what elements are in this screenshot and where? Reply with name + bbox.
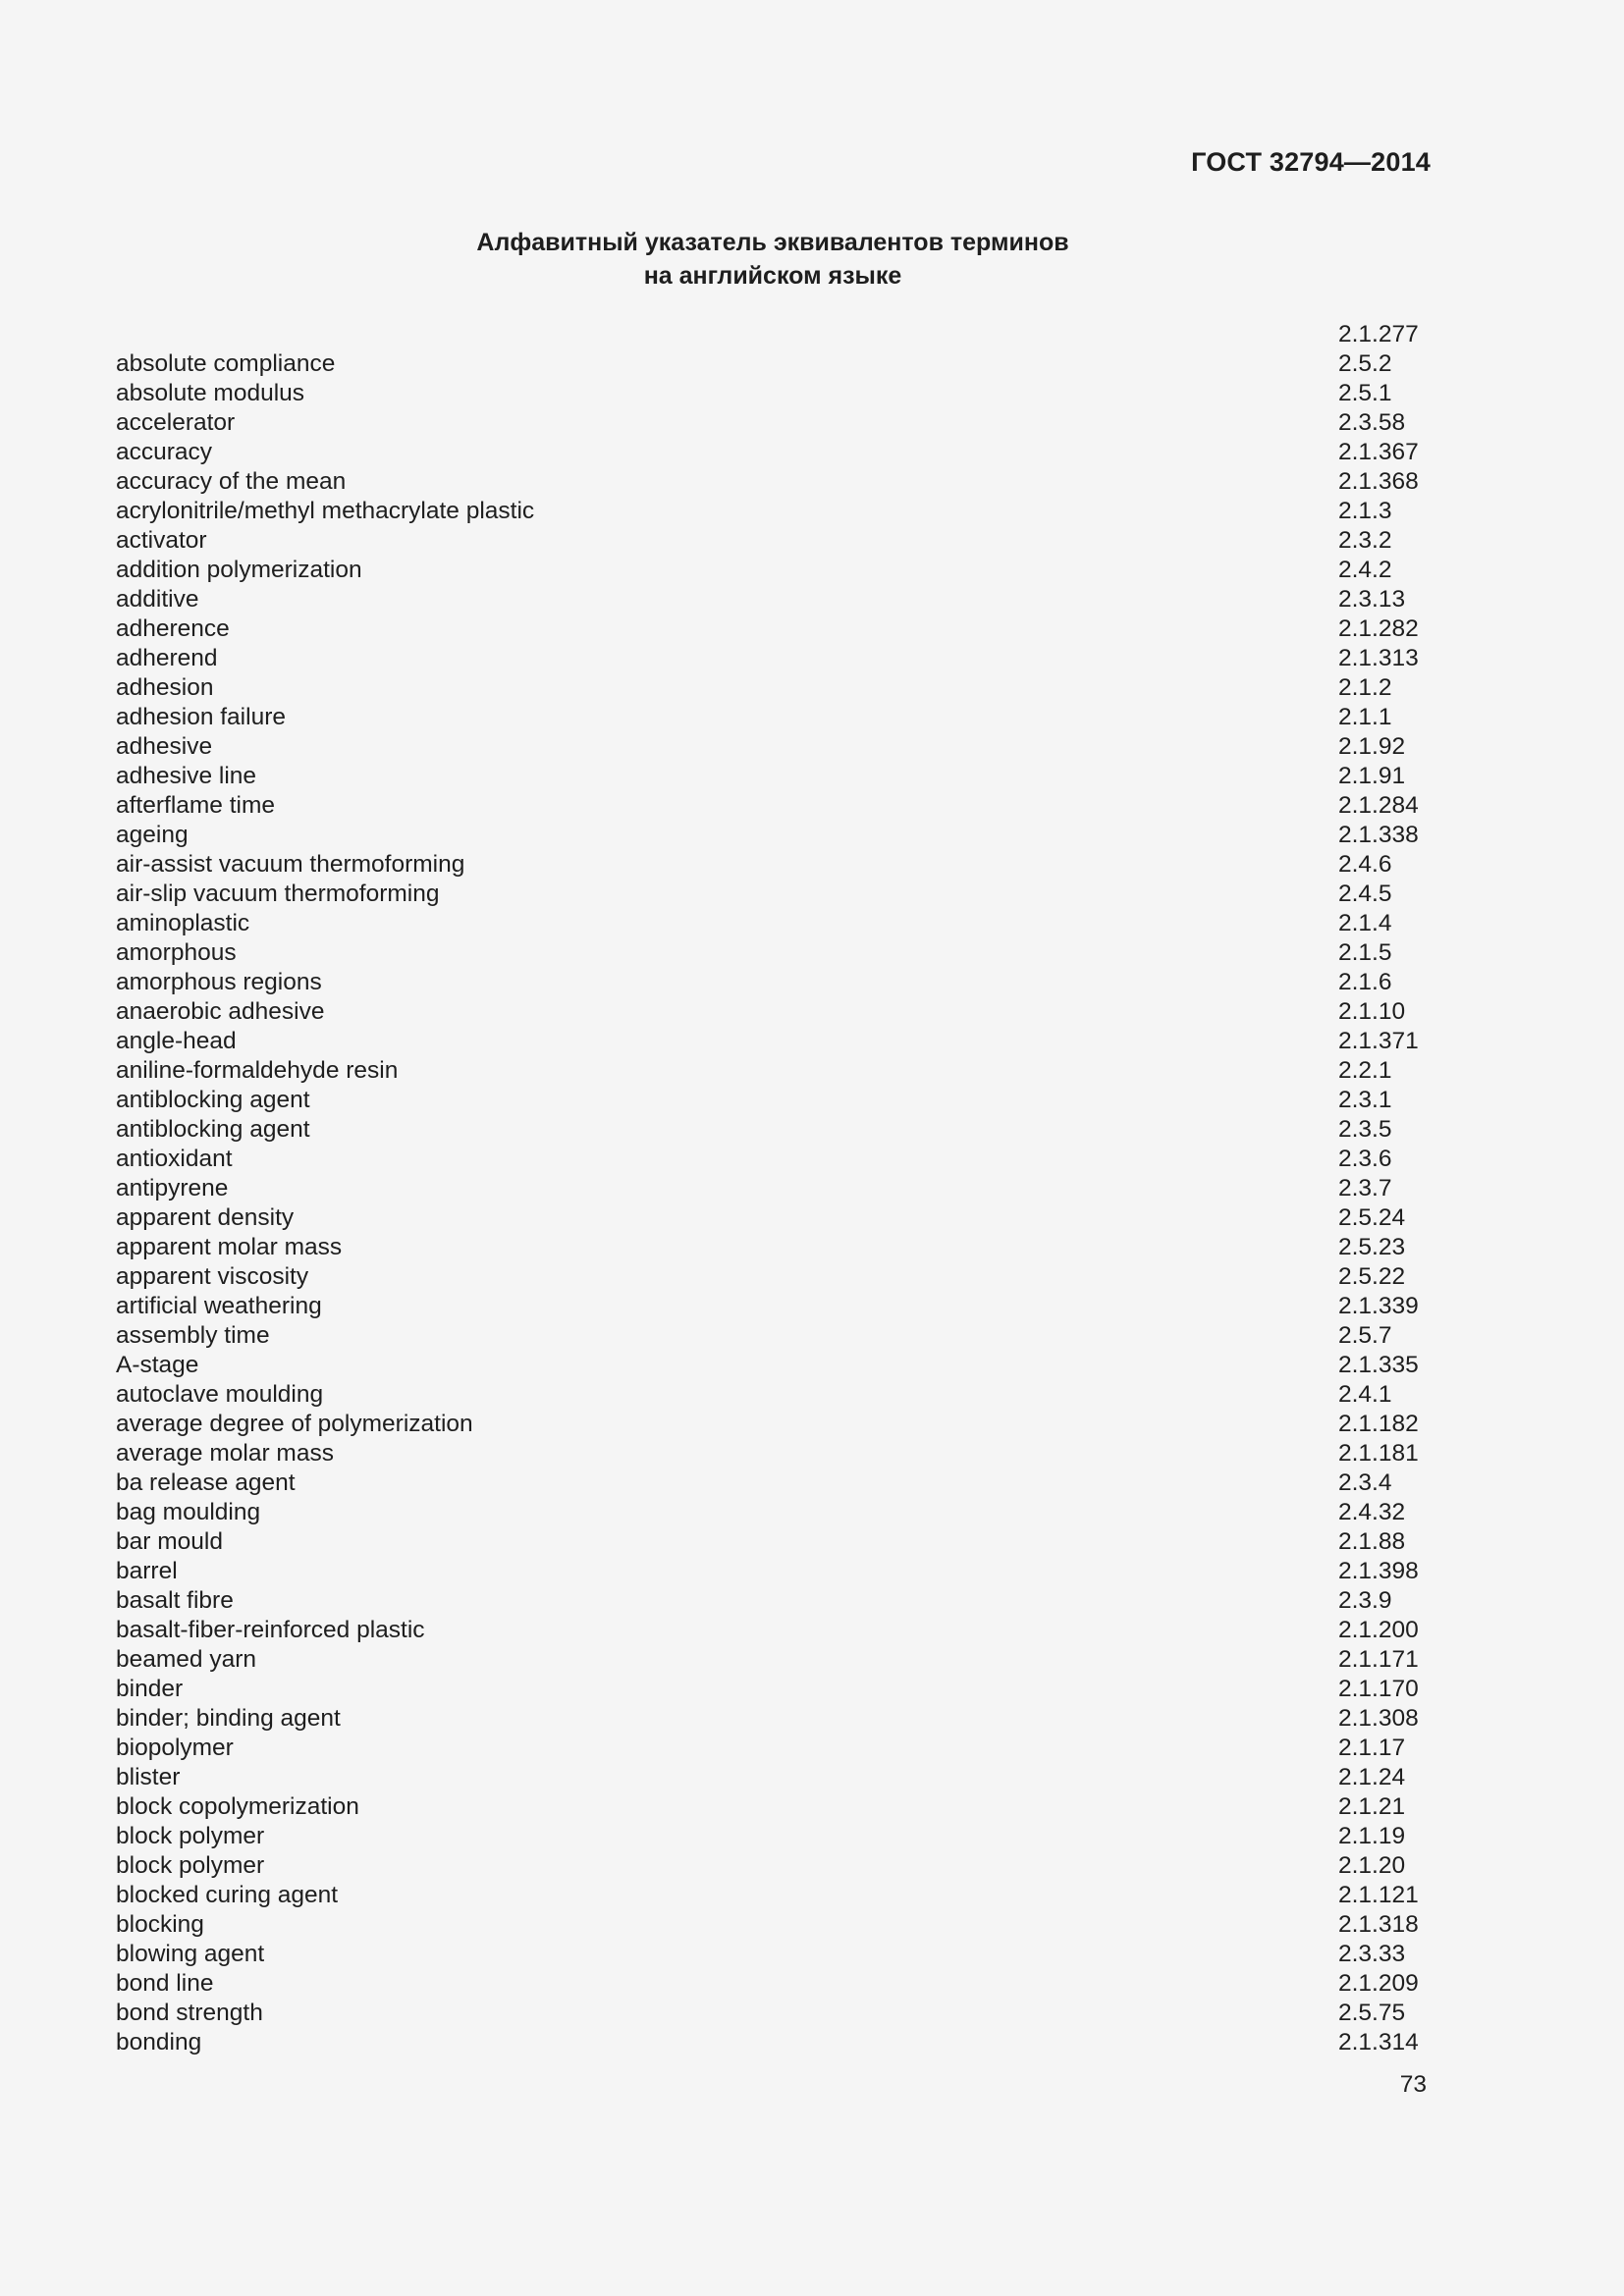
index-term: accuracy (116, 439, 213, 465)
index-reference: 2.1.2 (1338, 674, 1392, 701)
index-reference: 2.3.6 (1338, 1146, 1392, 1172)
index-reference: 2.1.282 (1338, 615, 1419, 642)
index-reference: 2.3.5 (1338, 1116, 1392, 1143)
index-term: basalt-fiber-reinforced plastic (116, 1617, 425, 1643)
list-item (116, 673, 1432, 703)
list-item (116, 1940, 1432, 1969)
list-item (116, 349, 1432, 379)
list-item (116, 1881, 1432, 1910)
index-term: apparent molar mass (116, 1234, 343, 1260)
index-title-line-2: на английском языке (643, 262, 902, 290)
index-term: blocked curing agent (116, 1882, 339, 1908)
index-reference: 2.1.308 (1338, 1705, 1419, 1732)
list-item (116, 497, 1432, 526)
list-item (116, 585, 1432, 614)
index-term: binder; binding agent (116, 1705, 341, 1732)
index-term: adhesion (116, 674, 214, 701)
index-reference: 2.1.88 (1338, 1528, 1406, 1555)
index-term: aminoplastic (116, 910, 250, 936)
index-term: adherend (116, 645, 218, 671)
index-reference: 2.2.1 (1338, 1057, 1392, 1084)
term-index-list (116, 320, 1432, 2057)
index-term: bonding (116, 2029, 202, 2056)
index-term: ageing (116, 822, 189, 848)
list-item (116, 1056, 1432, 1086)
list-item (116, 556, 1432, 585)
index-term: block polymer (116, 1823, 265, 1849)
index-term: A-stage (116, 1352, 199, 1378)
index-reference: 2.1.170 (1338, 1676, 1419, 1702)
index-term: addition polymerization (116, 557, 362, 583)
list-item (116, 821, 1432, 850)
index-reference: 2.1.277 (1338, 321, 1419, 347)
list-item (116, 1174, 1432, 1203)
list-item (116, 880, 1432, 909)
list-item (116, 791, 1432, 821)
list-item (116, 644, 1432, 673)
index-term: binder (116, 1676, 184, 1702)
index-reference: 2.3.1 (1338, 1087, 1392, 1113)
index-term: bond line (116, 1970, 214, 1997)
list-item (116, 1292, 1432, 1321)
index-term: barrel (116, 1558, 178, 1584)
index-term: absolute compliance (116, 350, 336, 377)
index-term: adherence (116, 615, 230, 642)
index-reference: 2.1.6 (1338, 969, 1392, 995)
document-code: ГОСТ 32794—2014 (1191, 147, 1431, 177)
index-term: air-slip vacuum thermoforming (116, 881, 440, 907)
index-reference: 2.1.182 (1338, 1411, 1419, 1437)
index-term: absolute modulus (116, 380, 305, 406)
list-item (116, 1557, 1432, 1586)
list-item (116, 1910, 1432, 1940)
index-reference: 2.3.33 (1338, 1941, 1406, 1967)
index-reference: 2.1.338 (1338, 822, 1419, 848)
index-term: acrylonitrile/methyl methacrylate plastic (116, 498, 535, 524)
index-reference: 2.4.1 (1338, 1381, 1392, 1408)
list-item (116, 909, 1432, 938)
list-item (116, 1086, 1432, 1115)
index-term: afterflame time (116, 792, 276, 819)
list-item (116, 968, 1432, 997)
list-item (116, 1027, 1432, 1056)
index-reference: 2.1.398 (1338, 1558, 1419, 1584)
index-term: beamed yarn (116, 1646, 257, 1673)
index-reference: 2.1.24 (1338, 1764, 1406, 1790)
index-term: bag moulding (116, 1499, 261, 1525)
list-item (116, 1792, 1432, 1822)
index-reference: 2.1.121 (1338, 1882, 1419, 1908)
list-item (116, 1704, 1432, 1734)
index-term: blister (116, 1764, 181, 1790)
list-item (116, 614, 1432, 644)
index-term: bond strength (116, 2000, 263, 2026)
index-reference: 2.1.1 (1338, 704, 1392, 730)
index-reference: 2.1.21 (1338, 1793, 1406, 1820)
list-item (116, 1410, 1432, 1439)
index-term: accuracy of the mean (116, 468, 347, 495)
page-number: 73 (1399, 2071, 1427, 2098)
list-item (116, 1498, 1432, 1527)
list-item (116, 2028, 1432, 2057)
index-term: blowing agent (116, 1941, 265, 1967)
index-term: adhesion failure (116, 704, 286, 730)
list-item (116, 1999, 1432, 2028)
list-item (116, 1439, 1432, 1468)
index-term: amorphous regions (116, 969, 322, 995)
index-term: activator (116, 527, 207, 554)
index-term: basalt fibre (116, 1587, 234, 1614)
list-item (116, 1822, 1432, 1851)
index-reference: 2.4.6 (1338, 851, 1392, 878)
index-term: amorphous (116, 939, 237, 966)
index-term: antiblocking agent (116, 1116, 310, 1143)
index-term: accelerator (116, 409, 236, 436)
index-reference: 2.5.1 (1338, 380, 1392, 406)
index-term: block copolymerization (116, 1793, 359, 1820)
index-reference: 2.4.2 (1338, 557, 1392, 583)
list-item (116, 1969, 1432, 1999)
index-reference: 2.1.20 (1338, 1852, 1406, 1879)
index-term: assembly time (116, 1322, 270, 1349)
index-reference: 2.3.4 (1338, 1469, 1392, 1496)
index-term: aniline-formaldehyde resin (116, 1057, 399, 1084)
index-term: adhesive (116, 733, 213, 760)
index-reference: 2.3.13 (1338, 586, 1406, 613)
list-item (116, 1380, 1432, 1410)
index-term: adhesive line (116, 763, 257, 789)
index-term: ba release agent (116, 1469, 296, 1496)
list-item (116, 1763, 1432, 1792)
list-item (116, 703, 1432, 732)
list-item (116, 938, 1432, 968)
index-reference: 2.1.284 (1338, 792, 1419, 819)
index-reference: 2.1.313 (1338, 645, 1419, 671)
index-reference: 2.1.5 (1338, 939, 1392, 966)
index-reference: 2.3.2 (1338, 527, 1392, 554)
index-reference: 2.4.5 (1338, 881, 1392, 907)
index-term: apparent viscosity (116, 1263, 309, 1290)
index-reference: 2.5.75 (1338, 2000, 1406, 2026)
index-reference: 2.3.9 (1338, 1587, 1392, 1614)
index-reference: 2.4.32 (1338, 1499, 1406, 1525)
list-item (116, 850, 1432, 880)
list-item (116, 320, 1432, 349)
index-title (0, 226, 1545, 293)
index-reference: 2.1.17 (1338, 1735, 1406, 1761)
index-term: blocking (116, 1911, 204, 1938)
index-term: bar mould (116, 1528, 223, 1555)
index-reference: 2.3.7 (1338, 1175, 1392, 1201)
index-reference: 2.1.181 (1338, 1440, 1419, 1467)
index-reference: 2.1.335 (1338, 1352, 1419, 1378)
index-reference: 2.1.3 (1338, 498, 1392, 524)
index-reference: 2.1.314 (1338, 2029, 1419, 2056)
index-term: average degree of polymerization (116, 1411, 473, 1437)
list-item (116, 1145, 1432, 1174)
list-item (116, 762, 1432, 791)
index-reference: 2.3.58 (1338, 409, 1406, 436)
index-term: antipyrene (116, 1175, 229, 1201)
list-item (116, 467, 1432, 497)
index-term: antioxidant (116, 1146, 233, 1172)
list-item (116, 1468, 1432, 1498)
index-term: apparent density (116, 1204, 295, 1231)
index-reference: 2.5.22 (1338, 1263, 1406, 1290)
index-term: additive (116, 586, 199, 613)
list-item (116, 1734, 1432, 1763)
list-item (116, 1586, 1432, 1616)
list-item (116, 1203, 1432, 1233)
index-term: artificial weathering (116, 1293, 322, 1319)
index-reference: 2.1.367 (1338, 439, 1419, 465)
index-title-line-1: Алфавитный указатель эквивалентов терминов (476, 229, 1069, 256)
list-item (116, 1675, 1432, 1704)
index-term: air-assist vacuum thermoforming (116, 851, 465, 878)
index-reference: 2.1.209 (1338, 1970, 1419, 1997)
list-item (116, 526, 1432, 556)
index-reference: 2.5.2 (1338, 350, 1392, 377)
list-item (116, 1233, 1432, 1262)
list-item (116, 1262, 1432, 1292)
index-reference: 2.1.339 (1338, 1293, 1419, 1319)
index-term: autoclave moulding (116, 1381, 324, 1408)
index-term: biopolymer (116, 1735, 234, 1761)
list-item (116, 1351, 1432, 1380)
list-item (116, 997, 1432, 1027)
list-item (116, 438, 1432, 467)
list-item (116, 1616, 1432, 1645)
index-reference: 2.5.24 (1338, 1204, 1406, 1231)
index-term: average molar mass (116, 1440, 334, 1467)
index-term: angle-head (116, 1028, 237, 1054)
index-reference: 2.5.7 (1338, 1322, 1392, 1349)
list-item (116, 1115, 1432, 1145)
list-item (116, 1527, 1432, 1557)
index-reference: 2.1.19 (1338, 1823, 1406, 1849)
list-item (116, 1851, 1432, 1881)
index-reference: 2.1.10 (1338, 998, 1406, 1025)
list-item (116, 1645, 1432, 1675)
index-term: block polymer (116, 1852, 265, 1879)
index-reference: 2.1.371 (1338, 1028, 1419, 1054)
index-reference: 2.5.23 (1338, 1234, 1406, 1260)
list-item (116, 379, 1432, 408)
list-item (116, 732, 1432, 762)
index-reference: 2.1.171 (1338, 1646, 1419, 1673)
index-term: antiblocking agent (116, 1087, 310, 1113)
index-reference: 2.1.91 (1338, 763, 1406, 789)
list-item (116, 408, 1432, 438)
index-reference: 2.1.368 (1338, 468, 1419, 495)
index-reference: 2.1.200 (1338, 1617, 1419, 1643)
index-reference: 2.1.318 (1338, 1911, 1419, 1938)
index-reference: 2.1.4 (1338, 910, 1392, 936)
index-term: anaerobic adhesive (116, 998, 325, 1025)
index-reference: 2.1.92 (1338, 733, 1406, 760)
list-item (116, 1321, 1432, 1351)
